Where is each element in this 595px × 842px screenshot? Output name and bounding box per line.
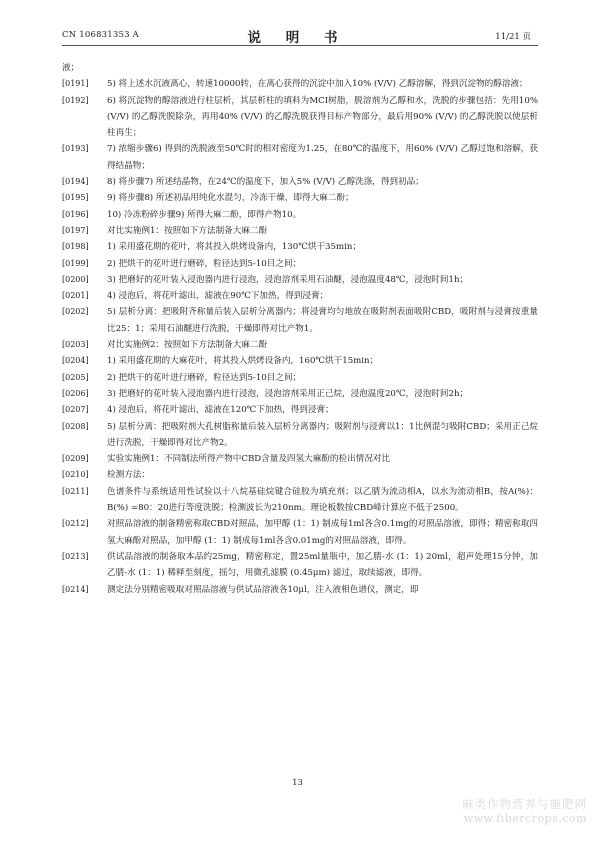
paragraph-list [62,76,538,598]
paragraph-text: 实验实施例1：不同制法所得产物中CBD含量及四氢大麻酚的检出情况对比 [107,454,391,465]
paragraph-text: 4) 浸泡后，将花叶滤出，滤液在120℃下加热，得到浸膏； [107,405,334,416]
paragraph [62,288,538,304]
paragraph-text: 对比实施例2：按照如下方法制备大麻二酚 [107,340,268,351]
paragraph-number: [0198] [62,242,89,252]
page-number: 13 [292,778,303,788]
paragraph [62,207,538,223]
paragraph-number: [0194] [62,177,89,187]
paragraph-text: 1) 采用盛花期的花叶，将其投入烘烤设备内，130℃烘干35min； [107,242,361,253]
paragraph [62,386,538,402]
page-header [0,26,595,46]
paragraph-number: [0213] [62,551,89,561]
paragraph [62,223,538,239]
paragraph [62,370,538,386]
paragraph-number: [0205] [62,372,89,382]
paragraph [62,549,538,582]
paragraph-text: 2) 把烘干的花叶进行磨碎，粒径达到5-10目之间； [107,258,302,269]
paragraph [62,353,538,369]
site-watermark [462,796,587,825]
paragraph-text: 3) 把磨好的花叶装入浸泡器内进行浸泡，浸泡溶剂采用石油醚，浸泡温度48℃，浸泡时间1h； [107,274,469,285]
paragraph-number: [0210] [62,470,89,480]
paragraph-text: 3) 把磨好的花叶装入浸泡器内进行浸泡，浸泡溶剂采用正己烷，浸泡温度20℃，浸泡时间2h； [107,388,469,399]
paragraph [62,402,538,418]
watermark-title: 麻类作物营养与施肥网 [462,797,587,811]
paragraph-text: 5) 层析分离：把吸附剂大孔树脂称量后装入层析分离器内；吸附剂与浸膏以1：1比例混匀吸附CBD；采用正己烷进行洗脱，干燥即得对比产物2。 [107,421,538,448]
paragraph-number: [0211] [62,486,89,496]
paragraph [62,141,538,174]
paragraph [62,239,538,255]
paragraph-text: 检测方法： [107,470,150,481]
paragraph [62,516,538,549]
paragraph-text: 对比实施例1：按照如下方法制备大麻二酚 [107,225,268,236]
paragraph-text: 测定法分别精密吸取对照品溶液与供试品溶液各10μl，注入液相色谱仪，测定，即 [107,584,419,595]
paragraph-number: [0202] [62,307,89,317]
paragraph-number: [0193] [62,144,89,154]
paragraph [62,467,538,483]
paragraph [62,93,538,142]
paragraph-text: 5) 层析分离：把吸附齐称量后装入层析分离器内；将浸膏均匀地放在吸附剂表面吸附CBD，吸附剂与浸膏按重量比25：1；采用石油醚进行洗脱，干燥即得对比产物1。 [107,307,538,334]
paragraph-text: 9) 将步骤8) 所述初品用纯化水混匀，冷冻干燥，即得大麻二酚； [107,193,354,204]
paragraph-number: [0206] [62,388,89,398]
paragraph-number: [0200] [62,274,89,284]
paragraph-text: 7) 浓缩步骤6) 得到的洗脱液至50℃时的相对密度为1.25，在80℃的温度下，用60% (V/V) 乙醇过饱和溶解，获得结晶物； [107,144,538,171]
continued-text: 液； [62,63,80,73]
paragraph-number: [0214] [62,584,89,594]
paragraph-number: [0212] [62,519,89,529]
paragraph-number: [0195] [62,193,89,203]
header-divider [62,45,538,46]
paragraph [62,304,538,337]
paragraph [62,190,538,206]
paragraph-text: 10) 冷冻粉碎步骤9) 所得大麻二酚，即得产物10。 [107,209,302,220]
paragraph-text: 5) 将上述水沉液离心，转速10000转，在离心获得的沉淀中加入10% (V/V) 乙醇溶解，得到沉淀物的醇溶液； [107,79,528,90]
paragraph-text: 2) 把烘干的花叶进行磨碎，粒径达到5-10目之间； [107,372,302,383]
paragraph [62,582,538,598]
paragraph [62,419,538,452]
patent-number: CN 106831353 A [62,30,139,40]
paragraph [62,256,538,272]
paragraph-number: [0191] [62,79,89,89]
paragraph-number: [0204] [62,356,89,366]
paragraph-text: 1) 采用盛花期的大麻花叶，将其投入烘烤设备内，160℃烘干15min； [107,356,379,367]
paragraph-text: 8) 将步骤7) 所述结晶物，在24℃的温度下，加入5% (V/V) 乙醇洗涤，得到初品； [107,177,424,188]
paragraph-text: 供试品溶液的制备取本品约25mg，精密称定，置25ml量瓶中，加乙腈-水 (1：1) 20ml，超声处理15分钟，加乙腈-水 (1：1) 稀释至刻度，摇匀，用微孔滤膜 (0.45μm) 滤过，取续滤液，即得。 [107,551,538,579]
paragraph-text: 色谱条件与系统适用性试验以十八烷基硅烷键合硅胶为填充剂；以乙腈为流动相A，以水为流动相B，按A(%)：B(%) =80：20进行等度洗脱；检测波长为210nm。理论板数按CBD峰计算应不低于2500。 [107,486,538,514]
paragraph-text: 6) 将沉淀物的醇溶液进行柱层析，其层析柱的填料为MCI树脂，脱溶剂为乙醇和水，洗脱的步骤包括：先用10% (V/V) 的乙醇洗脱除杂，再用40% (V/V) 的乙醇洗脱获得目标产物部分，最后用90% (V/V) 的乙醇洗脱以使层析柱再生； [107,95,538,139]
document-title: 说 明 书 [247,30,348,46]
paragraph [62,174,538,190]
paragraph-number: [0201] [62,291,89,301]
paragraph-number: [0192] [62,95,89,105]
paragraph-number: [0196] [62,209,89,219]
paragraph [62,451,538,467]
paragraph-number: [0203] [62,340,89,350]
paragraph-number: [0197] [62,225,89,235]
paragraph-number: [0199] [62,258,89,268]
document-body [62,60,538,598]
paragraph [62,484,538,517]
paragraph-text: 对照品溶液的制备精密称取CBD对照品，加甲醇 (1：1) 制成每1ml各含0.1mg的对照品溶液，即得；精密称取四氢大麻酚对照品，加甲醇 (1：1) 制成每1ml各含0.01mg的对照品溶液，即得。 [107,519,538,546]
paragraph [62,337,538,353]
page-indicator: 11/21 页 [495,32,531,42]
paragraph-text: 4) 浸泡后，将花叶滤出，滤液在90℃下加热，得到浸膏； [107,291,329,302]
paragraph [62,76,538,92]
paragraph-number: [0209] [62,454,89,464]
paragraph-number: [0208] [62,421,89,431]
paragraph [62,272,538,288]
watermark-url: www.fibercrops.com [463,812,587,825]
paragraph-number: [0207] [62,405,89,415]
